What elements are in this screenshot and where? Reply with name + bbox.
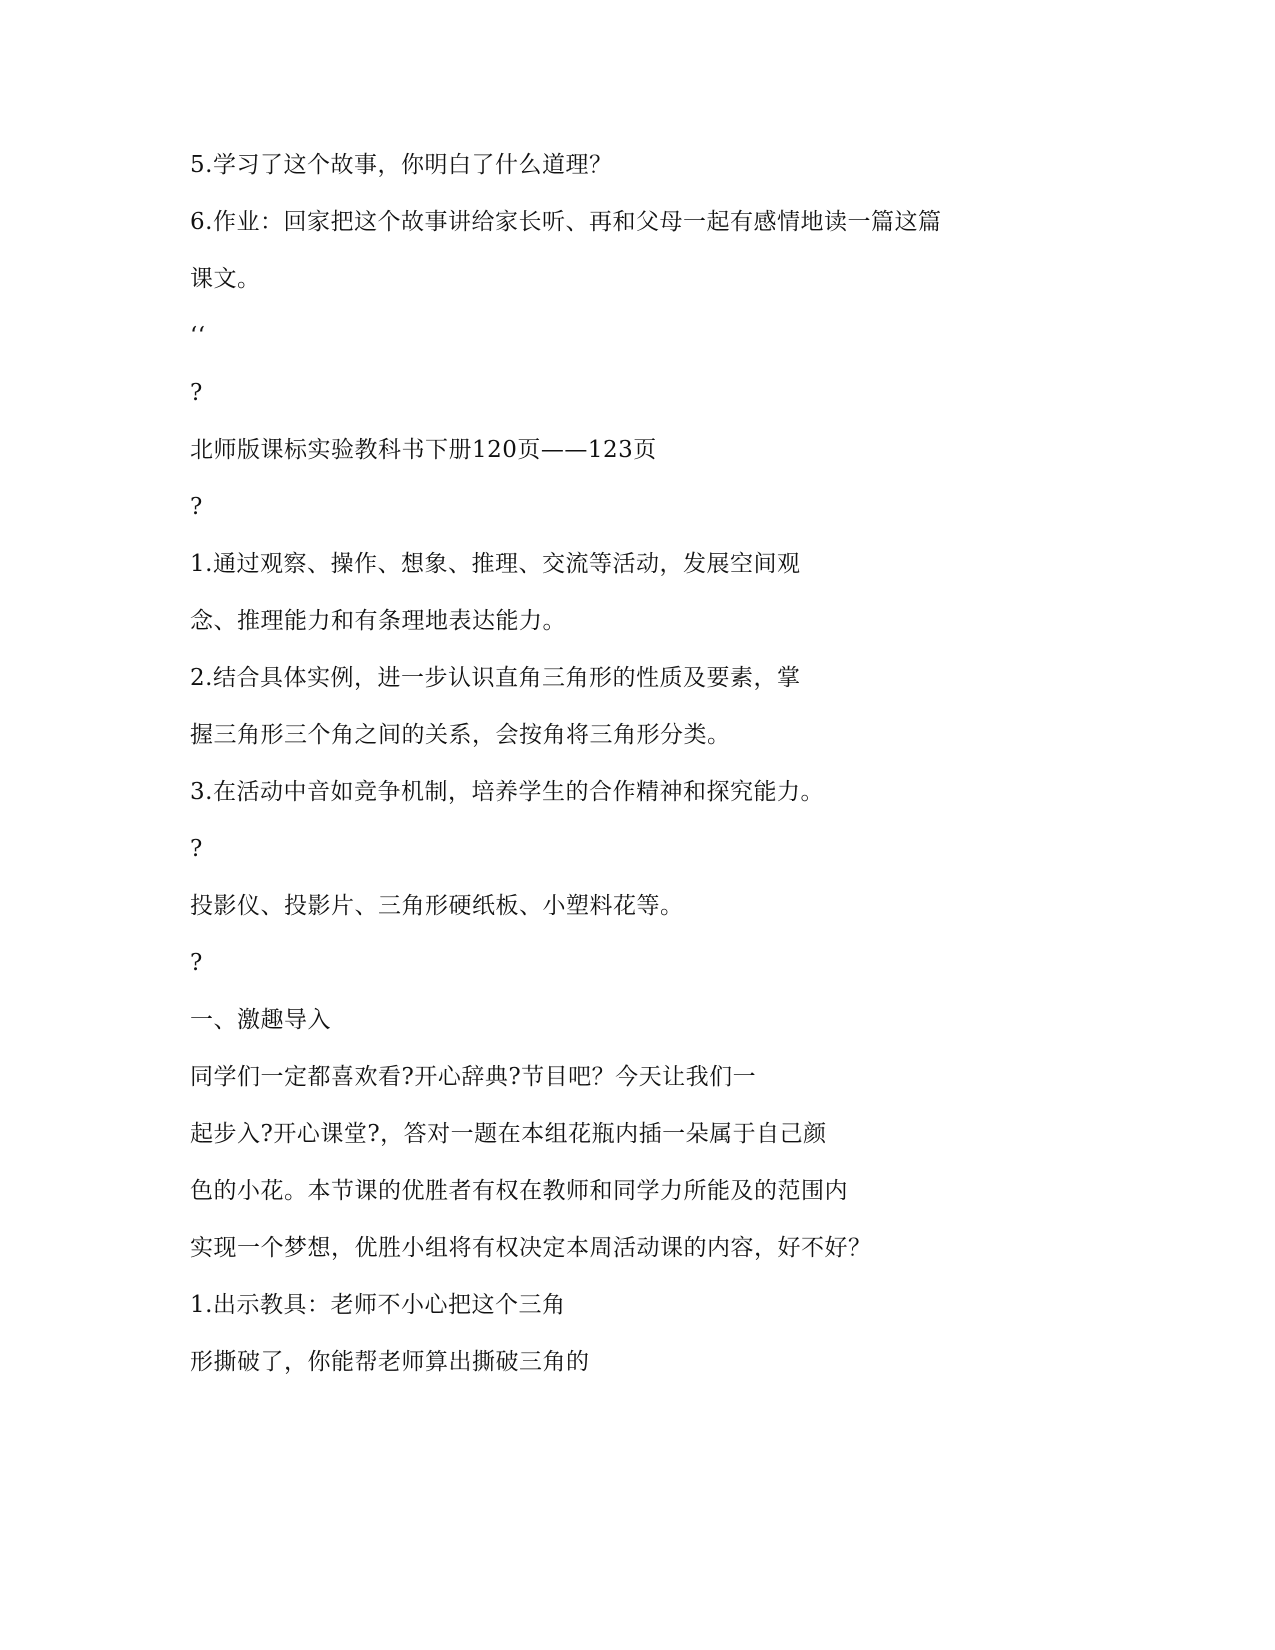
- text-line: ?: [190, 836, 203, 862]
- text-line: ‘‘: [190, 323, 206, 349]
- text-line: 课文。: [190, 266, 261, 292]
- text-line: ?: [190, 380, 203, 406]
- text-line: 实现一个梦想，优胜小组将有权决定本周活动课的内容，好不好？: [190, 1235, 872, 1261]
- text-line: 色的小花。本节课的优胜者有权在教师和同学力所能及的范围内: [190, 1178, 848, 1204]
- text-line: 1.出示教具：老师不小心把这个三角: [190, 1292, 566, 1318]
- text-line: 握三角形三个角之间的关系，会按角将三角形分类。: [190, 722, 731, 748]
- text-line: 6.作业：回家把这个故事讲给家长听、再和父母一起有感情地读一篇这篇: [190, 209, 942, 235]
- text-line: 北师版课标实验教科书下册120页——123页: [190, 437, 657, 463]
- text-line: ?: [190, 950, 203, 976]
- text-line: 念、推理能力和有条理地表达能力。: [190, 608, 566, 634]
- text-line: 一、激趣导入: [190, 1007, 331, 1033]
- text-line: 5.学习了这个故事，你明白了什么道理？: [190, 152, 613, 178]
- text-line: 同学们一定都喜欢看?开心辞典?节目吧？今天让我们一: [190, 1064, 757, 1090]
- text-line: 3.在活动中音如竞争机制，培养学生的合作精神和探究能力。: [190, 779, 824, 805]
- text-line: 2.结合具体实例，进一步认识直角三角形的性质及要素，掌: [190, 665, 801, 691]
- text-line: 形撕破了，你能帮老师算出撕破三角的: [190, 1349, 590, 1375]
- text-line: 1.通过观察、操作、想象、推理、交流等活动，发展空间观: [190, 551, 801, 577]
- text-line: 投影仪、投影片、三角形硬纸板、小塑料花等。: [190, 893, 684, 919]
- text-line: 起步入?开心课堂?，答对一题在本组花瓶内插一朵属于自己颜: [190, 1121, 827, 1147]
- text-line: ?: [190, 494, 203, 520]
